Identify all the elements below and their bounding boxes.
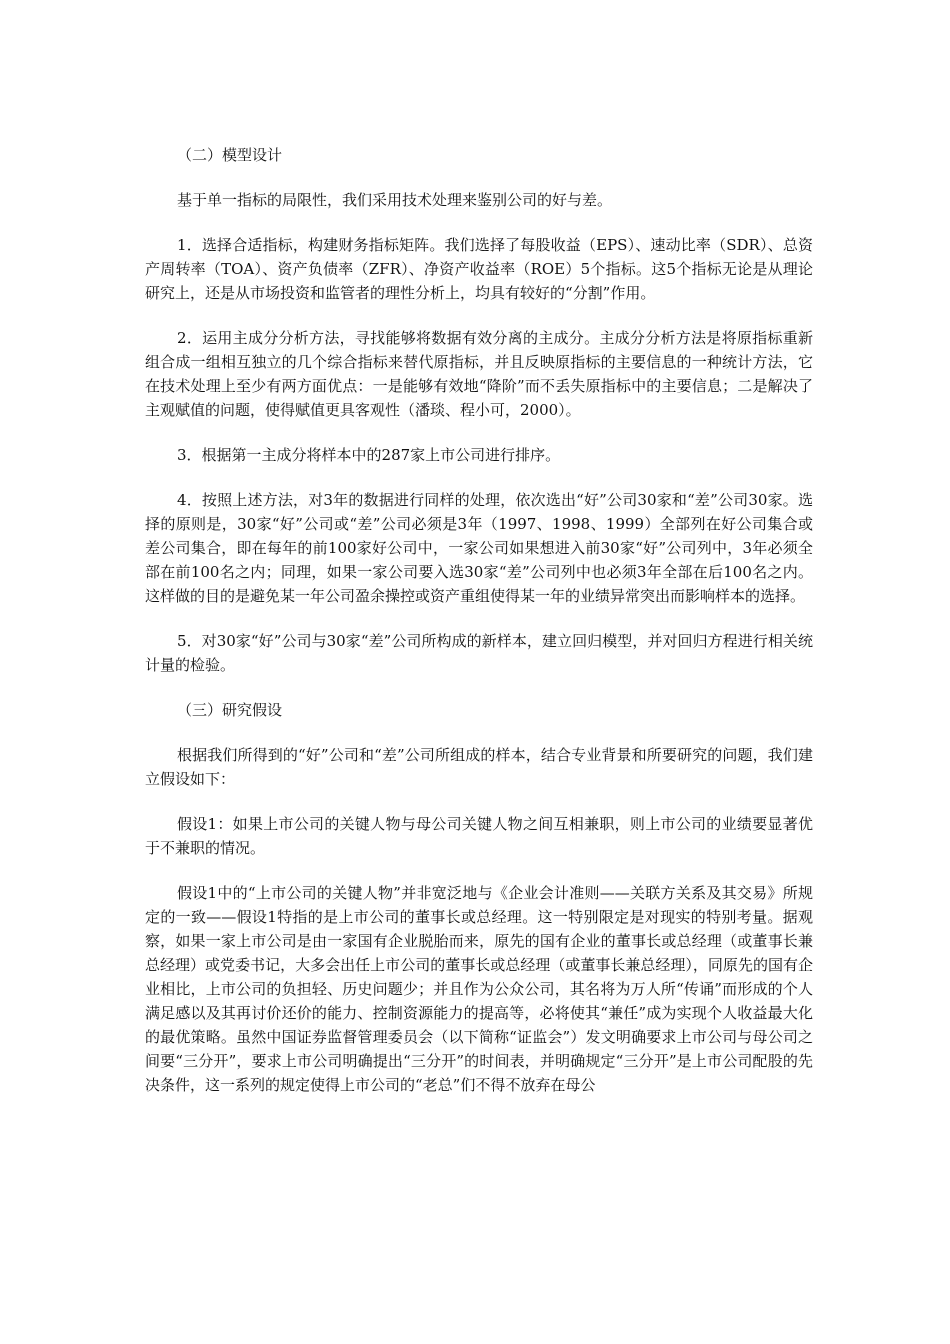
paragraph-step-5: 5．对30家“好”公司与30家“差”公司所构成的新样本，建立回归模型，并对回归方程进行相关统计量的检验。	[145, 632, 813, 674]
document-page	[145, 143, 813, 1118]
paragraph-hypothesis-intro: 根据我们所得到的“好”公司和“差”公司所组成的样本，结合专业背景和所要研究的问题，我们建立假设如下：	[145, 746, 813, 788]
paragraph-step-2: 2．运用主成分分析方法，寻找能够将数据有效分离的主成分。主成分分析方法是将原指标重新组合成一组相互独立的几个综合指标来替代原指标，并且反映原指标的主要信息的一种统计方法，它在技术处理上至少有两方面优点：一是能够有效地“降阶”而不丢失原指标中的主要信息；二是解决了主观赋值的问题，使得赋值更具客观性（潘琰、程小可，2000）。	[145, 329, 813, 419]
paragraph-hypothesis-1: 假设1：如果上市公司的关键人物与母公司关键人物之间互相兼职，则上市公司的业绩要显著优于不兼职的情况。	[145, 815, 813, 857]
paragraph-hypothesis-1-detail: 假设1中的“上市公司的关键人物”并非宽泛地与《企业会计准则——关联方关系及其交易》所规定的一致——假设1特指的是上市公司的董事长或总经理。这一特别限定是对现实的特别考量。据观察，如果一家上市公司是由一家国有企业脱胎而来，原先的国有企业的董事长或总经理（或董事长兼总经理）或党委书记，大多会出任上市公司的董事长或总经理（或董事长兼总经理），同原先的国有企业相比，上市公司的负担轻、历史问题少；并且作为公众公司，其名将为万人所“传诵”而形成的个人满足感以及其再讨价还价的能力、控制资源能力的提高等，必将使其“兼任”成为实现个人收益最大化的最优策略。虽然中国证券监督管理委员会（以下简称“证监会”）发文明确要求上市公司与母公司之间要“三分开”，要求上市公司明确提出“三分开”的时间表，并明确规定“三分开”是上市公司配股的先决条件，这一系列的规定使得上市公司的“老总”们不得不放弃在母公	[145, 884, 813, 1094]
paragraph-step-1: 1．选择合适指标，构建财务指标矩阵。我们选择了每股收益（EPS）、速动比率（SDR）、总资产周转率（TOA）、资产负债率（ZFR）、净资产收益率（ROE）5个指标。这5个指标无论是从理论研究上，还是从市场投资和监管者的理性分析上，均具有较好的“分割”作用。	[145, 236, 813, 302]
section-heading-model-design: （二）模型设计	[177, 146, 283, 164]
section-heading-hypothesis: （三）研究假设	[177, 701, 283, 719]
paragraph-step-4: 4．按照上述方法，对3年的数据进行同样的处理，依次选出“好”公司30家和“差”公司30家。选择的原则是，30家“好”公司或“差”公司必须是3年（1997、1998、1999）全部列在好公司集合或差公司集合，即在每年的前100家好公司中，一家公司如果想进入前30家“好”公司列中，3年必须全部在前100名之内；同理，如果一家公司要入选30家“差”公司列中也必须3年全部在后100名之内。这样做的目的是避免某一年公司盈余操控或资产重组使得某一年的业绩异常突出而影响样本的选择。	[145, 491, 813, 605]
paragraph-intro: 基于单一指标的局限性，我们采用技术处理来鉴别公司的好与差。	[177, 191, 613, 209]
paragraph-step-3: 3．根据第一主成分将样本中的287家上市公司进行排序。	[177, 446, 561, 464]
